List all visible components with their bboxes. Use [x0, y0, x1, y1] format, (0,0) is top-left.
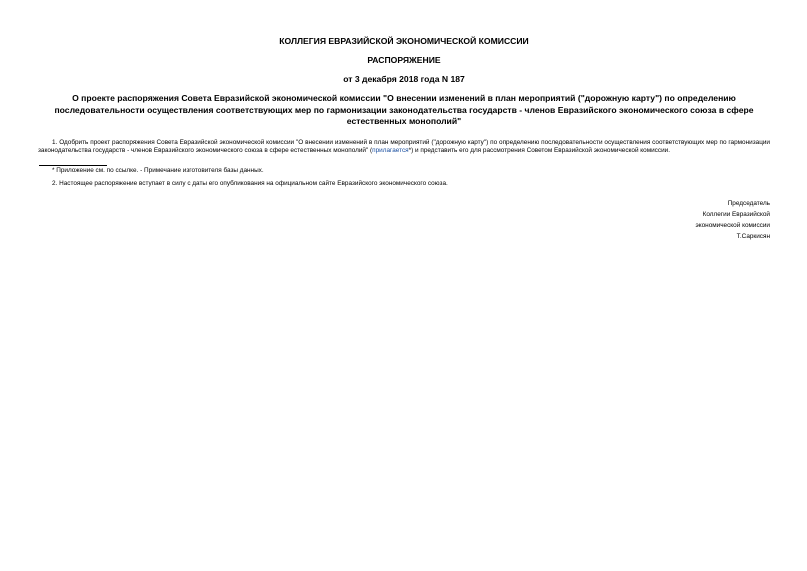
paragraph-1	[38, 139, 770, 157]
attachment-link[interactable]: прилагается	[372, 147, 409, 155]
signature-name: Т.Саркисян	[736, 232, 770, 240]
paragraph-1-text-end: *) и представить его для рассмотрения Советом Евразийской экономической комиссии.	[408, 147, 670, 155]
document-type-heading: РАСПОРЯЖЕНИЕ	[367, 55, 441, 65]
signature-body: Коллегии Евразийской	[702, 210, 770, 218]
paragraph-1-text-start: 1. Одобрить проект распоряжения Совета Евразийской экономической комиссии "О внесении изменений в план мероприятий ("дорожную карту") по определению последовательности осуществления соответствующих мер по гармонизации законодательства государств - членов Евразийского экономического союза в сфере естественных монополий" (	[38, 138, 770, 155]
footnote: * Приложение см. по ссылке. - Примечание изготовителя базы данных.	[52, 167, 264, 175]
signature-block	[38, 199, 770, 242]
signature-position: Председатель	[727, 200, 770, 208]
document-title: О проекте распоряжения Совета Евразийской экономической комиссии "О внесении изменений в план мероприятий ("дорожную карту") по определению последовательности осуществления соответствующих мер по гармонизации законодательства государств - членов Евразийского экономического союза в сфере естественных монополий"	[54, 93, 754, 126]
organization-heading: КОЛЛЕГИЯ ЕВРАЗИЙСКОЙ ЭКОНОМИЧЕСКОЙ КОМИССИИ	[279, 36, 529, 46]
document-page	[38, 34, 770, 242]
paragraph-2: 2. Настоящее распоряжение вступает в силу с даты его опубликования на официальном сайте Евразийского экономического союза.	[52, 180, 448, 188]
signature-body-cont: экономической комиссии	[695, 221, 770, 229]
document-date-heading: от 3 декабря 2018 года N 187	[343, 74, 465, 84]
